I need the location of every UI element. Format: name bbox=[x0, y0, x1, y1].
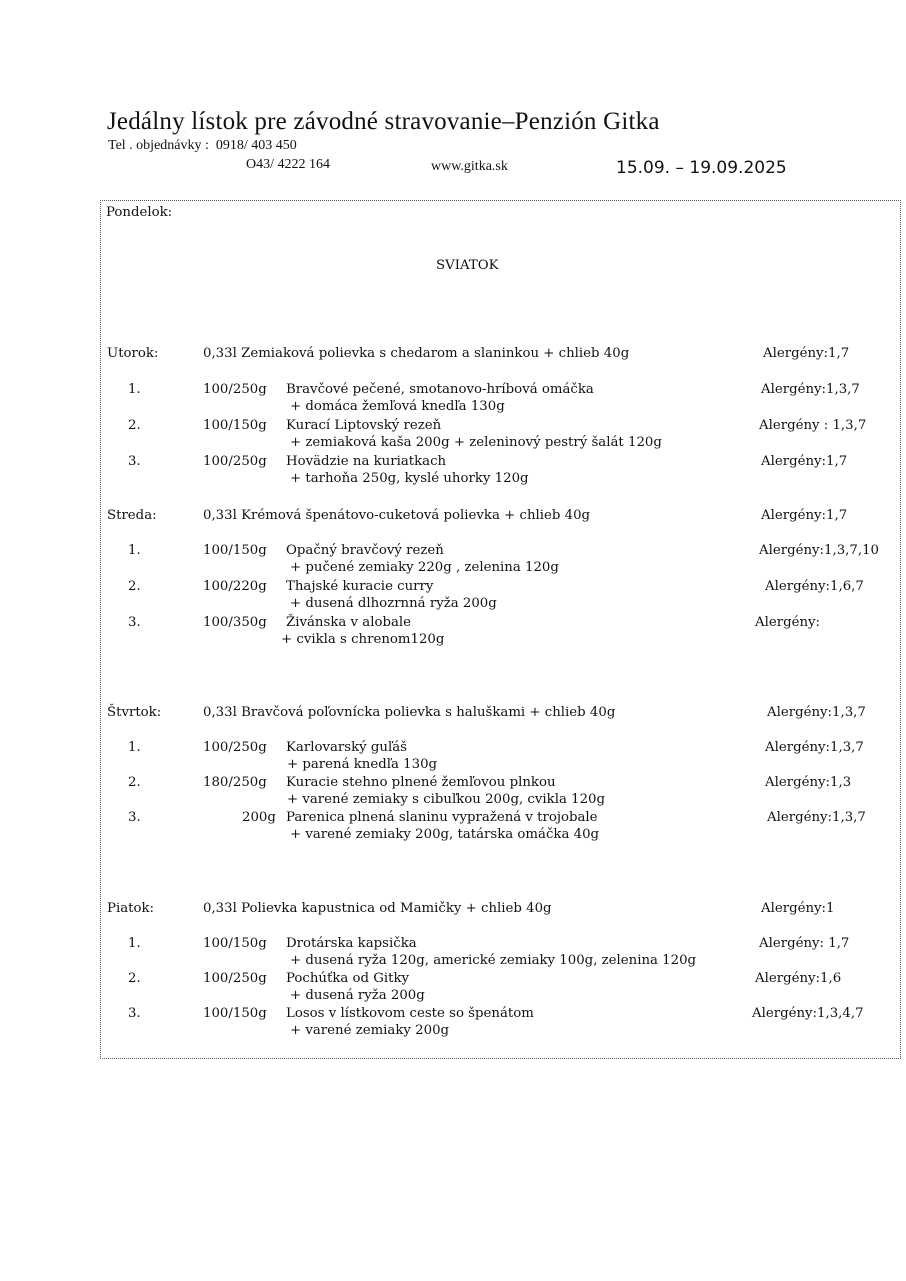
dish-name: Opačný bravčový rezeň bbox=[286, 543, 444, 558]
dish-number: 3. bbox=[128, 454, 141, 469]
dish-portion: 100/250g bbox=[203, 971, 267, 986]
dish-side: + dusená ryža 120g, americké zemiaky 100g, zelenina 120g bbox=[290, 953, 697, 968]
dish-side: + cvikla s chrenom120g bbox=[281, 632, 445, 647]
dish-side: + pučené zemiaky 220g , zelenina 120g bbox=[290, 560, 559, 575]
dish-name: Bravčové pečené, smotanovo-hríbová omáčka bbox=[286, 382, 594, 397]
dish-name: Živánska v alobale bbox=[286, 615, 412, 630]
day-label-tuesday: Utorok: bbox=[107, 346, 159, 361]
dish-allergens: Alergény: 1,7 bbox=[759, 936, 850, 951]
phone-mobile: 0918/ 403 450 bbox=[215, 138, 297, 153]
dish-number: 3. bbox=[128, 1006, 141, 1021]
dish-portion: 100/250g bbox=[203, 740, 267, 755]
dish-allergens: Alergény:1,6,7 bbox=[765, 579, 864, 594]
dish-portion: 200g bbox=[242, 810, 276, 825]
soup-allergens-friday: Alergény:1 bbox=[761, 901, 835, 916]
dish-portion: 100/150g bbox=[203, 936, 267, 951]
dish-side: + tarhoňa 250g, kyslé uhorky 120g bbox=[290, 471, 529, 486]
dish-number: 2. bbox=[128, 775, 141, 790]
dish-number: 2. bbox=[128, 418, 141, 433]
dish-name: Karlovarský guľáš bbox=[286, 740, 407, 755]
holiday-note: SVIATOK bbox=[436, 258, 499, 273]
dish-name: Parenica plnená slaninu vypražená v trojobale bbox=[286, 810, 598, 825]
dish-allergens: Alergény:1,7 bbox=[761, 454, 848, 469]
dish-side: + zemiaková kaša 200g + zeleninový pestrý šalát 120g bbox=[290, 435, 662, 450]
dish-allergens: Alergény:1,3,7 bbox=[765, 740, 864, 755]
dish-portion: 100/250g bbox=[203, 382, 267, 397]
soup-wednesday: 0,33l Krémová špenátovo-cuketová polievka + chlieb 40g bbox=[203, 508, 591, 523]
dish-number: 1. bbox=[128, 936, 141, 951]
soup-tuesday: 0,33l Zemiaková polievka s chedarom a slaninkou + chlieb 40g bbox=[203, 346, 630, 361]
dish-name: Drotárska kapsička bbox=[286, 936, 417, 951]
dish-side: + varené zemiaky 200g, tatárska omáčka 40g bbox=[290, 827, 600, 842]
dish-side: + domáca žemľová knedľa 130g bbox=[290, 399, 505, 414]
dish-allergens: Alergény : 1,3,7 bbox=[759, 418, 867, 433]
dish-portion: 100/150g bbox=[203, 418, 267, 433]
website: www.gitka.sk bbox=[431, 159, 508, 174]
dish-portion: 100/250g bbox=[203, 454, 267, 469]
dish-number: 1. bbox=[128, 543, 141, 558]
dish-number: 3. bbox=[128, 615, 141, 630]
day-label-friday: Piatok: bbox=[107, 901, 155, 916]
dish-number: 2. bbox=[128, 971, 141, 986]
dish-side: + parená knedľa 130g bbox=[287, 757, 438, 772]
dish-name: Kuracie stehno plnené žemľovou plnkou bbox=[286, 775, 556, 790]
dish-portion: 100/150g bbox=[203, 543, 267, 558]
dish-allergens: Alergény:1,3,7,10 bbox=[759, 543, 879, 558]
soup-friday: 0,33l Polievka kapustnica od Mamičky + chlieb 40g bbox=[203, 901, 552, 916]
dish-number: 3. bbox=[128, 810, 141, 825]
day-label-wednesday: Streda: bbox=[107, 508, 157, 523]
dish-allergens: Alergény:1,3,7 bbox=[761, 382, 860, 397]
phone-landline: O43/ 4222 164 bbox=[246, 157, 330, 172]
dish-portion: 100/350g bbox=[203, 615, 267, 630]
dish-portion: 180/250g bbox=[203, 775, 267, 790]
dish-side: + varené zemiaky s cibuľkou 200g, cvikla 120g bbox=[287, 792, 605, 807]
date-range: 15.09. – 19.09.2025 bbox=[616, 158, 787, 178]
order-phone-label bbox=[108, 138, 297, 154]
dish-side: + varené zemiaky 200g bbox=[290, 1023, 450, 1038]
dish-allergens: Alergény:1,6 bbox=[755, 971, 842, 986]
dish-portion: 100/150g bbox=[203, 1006, 267, 1021]
day-label-thursday: Štvrtok: bbox=[107, 705, 162, 720]
soup-thursday: 0,33l Bravčová poľovnícka polievka s haluškami + chlieb 40g bbox=[203, 705, 616, 720]
day-label-monday: Pondelok: bbox=[106, 205, 173, 220]
dish-name: Hovädzie na kuriatkach bbox=[286, 454, 447, 469]
dish-allergens: Alergény:1,3,4,7 bbox=[752, 1006, 864, 1021]
dish-name: Pochúťka od Gitky bbox=[286, 971, 410, 986]
dish-number: 1. bbox=[128, 382, 141, 397]
dish-side: + dusená dlhozrnná ryža 200g bbox=[290, 596, 497, 611]
dish-number: 1. bbox=[128, 740, 141, 755]
dish-name: Kurací Liptovský rezeň bbox=[286, 418, 442, 433]
dish-name: Losos v lístkovom ceste so špenátom bbox=[286, 1006, 534, 1021]
dish-name: Thajské kuracie curry bbox=[286, 579, 434, 594]
dish-allergens: Alergény:1,3 bbox=[765, 775, 852, 790]
dish-allergens: Alergény:1,3,7 bbox=[767, 810, 866, 825]
dish-portion: 100/220g bbox=[203, 579, 267, 594]
tel-label: Tel . objednávky : bbox=[108, 138, 209, 153]
dish-number: 2. bbox=[128, 579, 141, 594]
dish-side: + dusená ryža 200g bbox=[290, 988, 425, 1003]
soup-allergens-thursday: Alergény:1,3,7 bbox=[767, 705, 866, 720]
soup-allergens-wednesday: Alergény:1,7 bbox=[761, 508, 848, 523]
dish-allergens: Alergény: bbox=[755, 615, 821, 630]
soup-allergens-tuesday: Alergény:1,7 bbox=[763, 346, 850, 361]
page-title: Jedálny lístok pre závodné stravovanie–Penzión Gitka bbox=[107, 108, 660, 135]
